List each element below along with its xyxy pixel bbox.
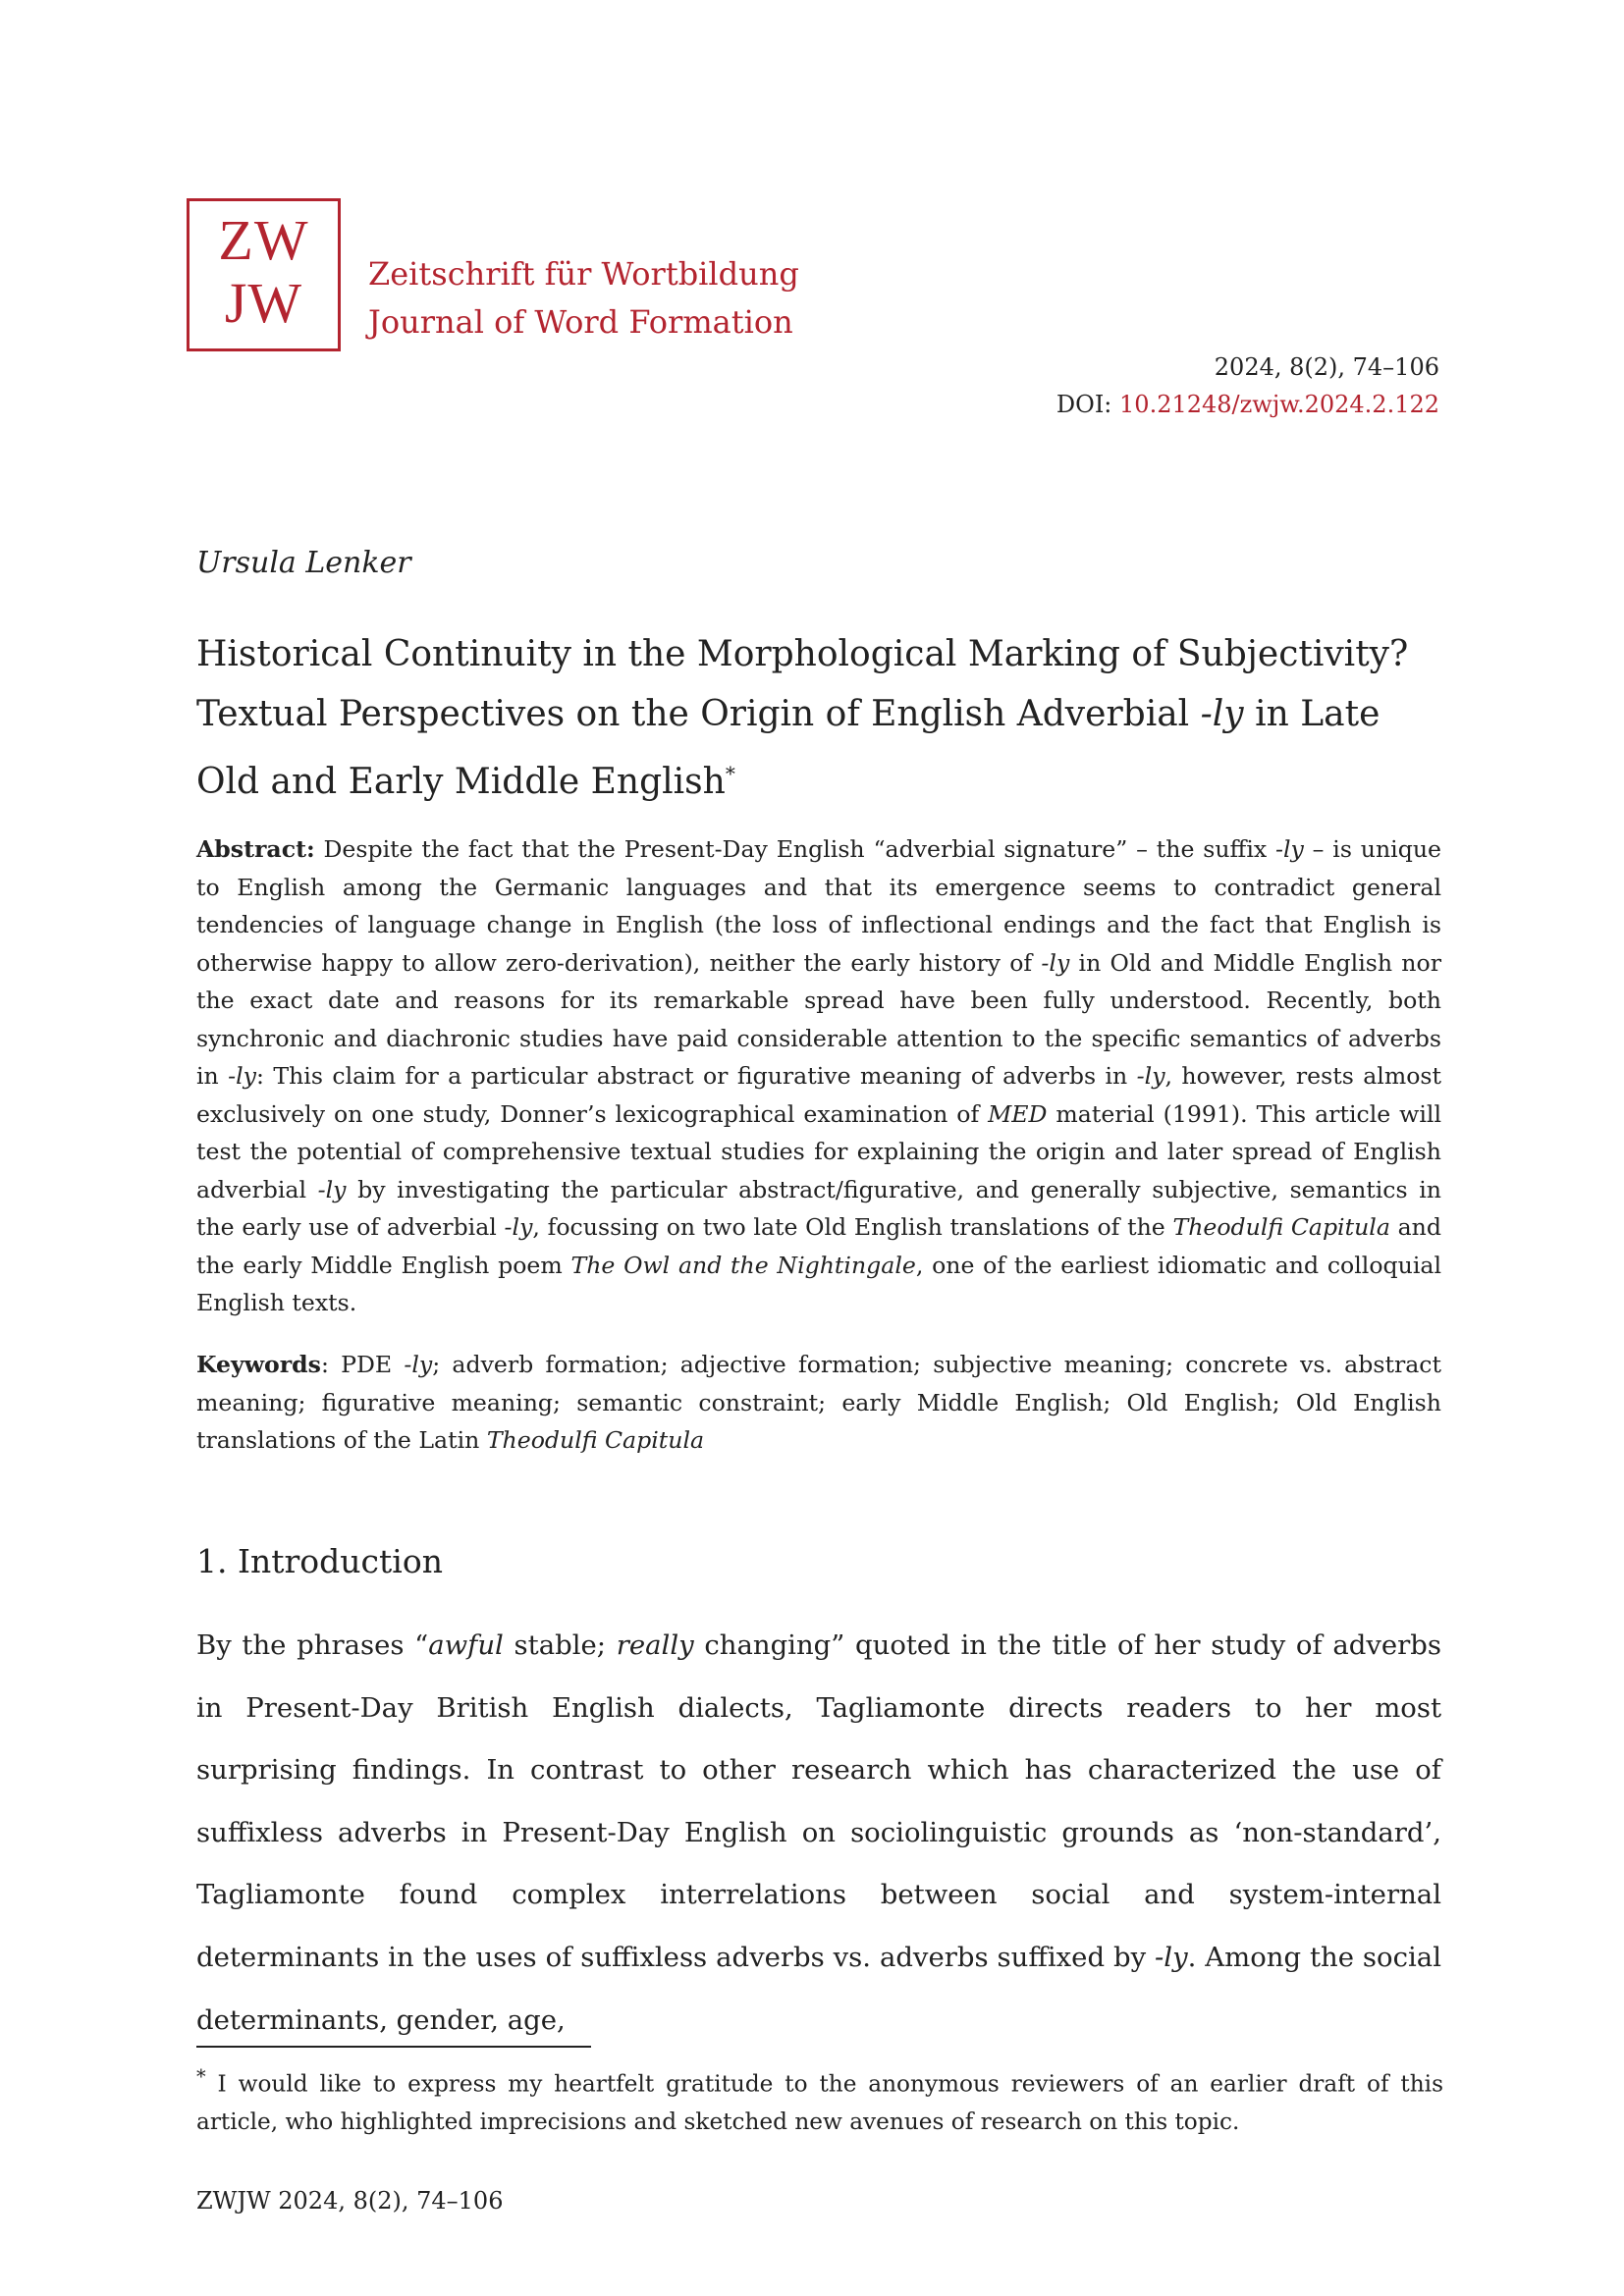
logo-line-1: ZW <box>218 208 309 272</box>
footnote-mark: * <box>196 2065 206 2088</box>
author-name: Ursula Lenker <box>196 546 411 580</box>
section-heading-introduction: 1. Introduction <box>196 1542 443 1580</box>
abstract: Abstract: Despite the fact that the Present-Day English “adverbial signature” – the suffix -ly – is unique to English among the Germanic languages and that its emergence seems to contradict general tendencies of language change in English (the loss of inflectional endings and the fact that English is otherwise happy to allow zero-derivation), neither the early history of -ly in Old and Middle English nor the exact date and reasons for its remarkable spread have been fully understood. Recently, both synchronic and diachronic studies have paid considerable attention to the specific semantics of adverbs in -ly: This claim for a particular abstract or figurative meaning of adverbs in -ly, however, rests almost exclusively on one study, Donner’s lexicographical examination of MED material (1991). This article will test the potential of comprehensive textual studies for explaining the origin and later spread of English adverbial -ly by investigating the particular abstract/figurative, and generally subjective, semantics in the early use of adverbial -ly, focussing on two late Old English translations of the Theodulfi Capitula and the early Middle English poem The Owl and the Nightingale, one of the earliest idiomatic and colloquial English texts. <box>196 835 1441 1316</box>
title-text-2: in Late Old and Early Middle English <box>196 694 1380 802</box>
title-text-1: Historical Continuity in the Morphological Marking of Subjectivity? Textual Perspectives on the Origin of English Adverbial <box>196 634 1409 734</box>
keywords-label: Keywords <box>196 1351 321 1378</box>
doi-label: DOI: <box>1056 391 1120 418</box>
footnote <box>196 2058 1443 2141</box>
journal-name-en: Journal of Word Formation <box>368 303 793 341</box>
keywords: Keywords: PDE -ly; adverb formation; adjective formation; subjective meaning; concrete vs. abstract meaning; figurative meaning; semantic constraint; early Middle English; Old English; Old English translations of the Latin Theodulfi Capitula <box>196 1351 1441 1454</box>
title-suffix: -ly <box>1200 694 1244 734</box>
footnote-text: I would like to express my heartfelt gratitude to the anonymous reviewers of an earlier draft of this article, who highlighted imprecisions and sketched new avenues of research on this topic. <box>196 2070 1443 2135</box>
footnote-divider <box>196 2046 591 2048</box>
citation-block <box>1056 348 1439 423</box>
abstract-label: Abstract: <box>196 835 315 863</box>
logo-line-2: JW <box>224 271 303 335</box>
page-footer: ZWJW 2024, 8(2), 74–106 <box>196 2187 504 2215</box>
journal-logo <box>187 198 341 351</box>
title-footnote-mark[interactable]: * <box>725 762 735 785</box>
introduction-paragraph: By the phrases “awful stable; really changing” quoted in the title of her study of adverbs in Present-Day British English dialects, Tagliamonte directs readers to her most surprising findings. In contrast to other research which has characterized the use of suffixless adverbs in Present-Day English on sociolinguistic grounds as ‘non-standard’, Tagliamonte found complex interrelations between social and system-internal determinants in the uses of suffixless adverbs vs. adverbs suffixed by -ly. Among the social determinants, gender, age, <box>196 1629 1442 2036</box>
journal-name-de: Zeitschrift für Wortbildung <box>368 255 799 293</box>
citation-info: 2024, 8(2), 74–106 <box>1214 353 1439 381</box>
doi-line <box>1056 386 1439 423</box>
doi-link[interactable]: 10.21248/zwjw.2024.2.122 <box>1119 391 1439 418</box>
article-title <box>196 624 1453 812</box>
journal-name <box>368 250 799 347</box>
